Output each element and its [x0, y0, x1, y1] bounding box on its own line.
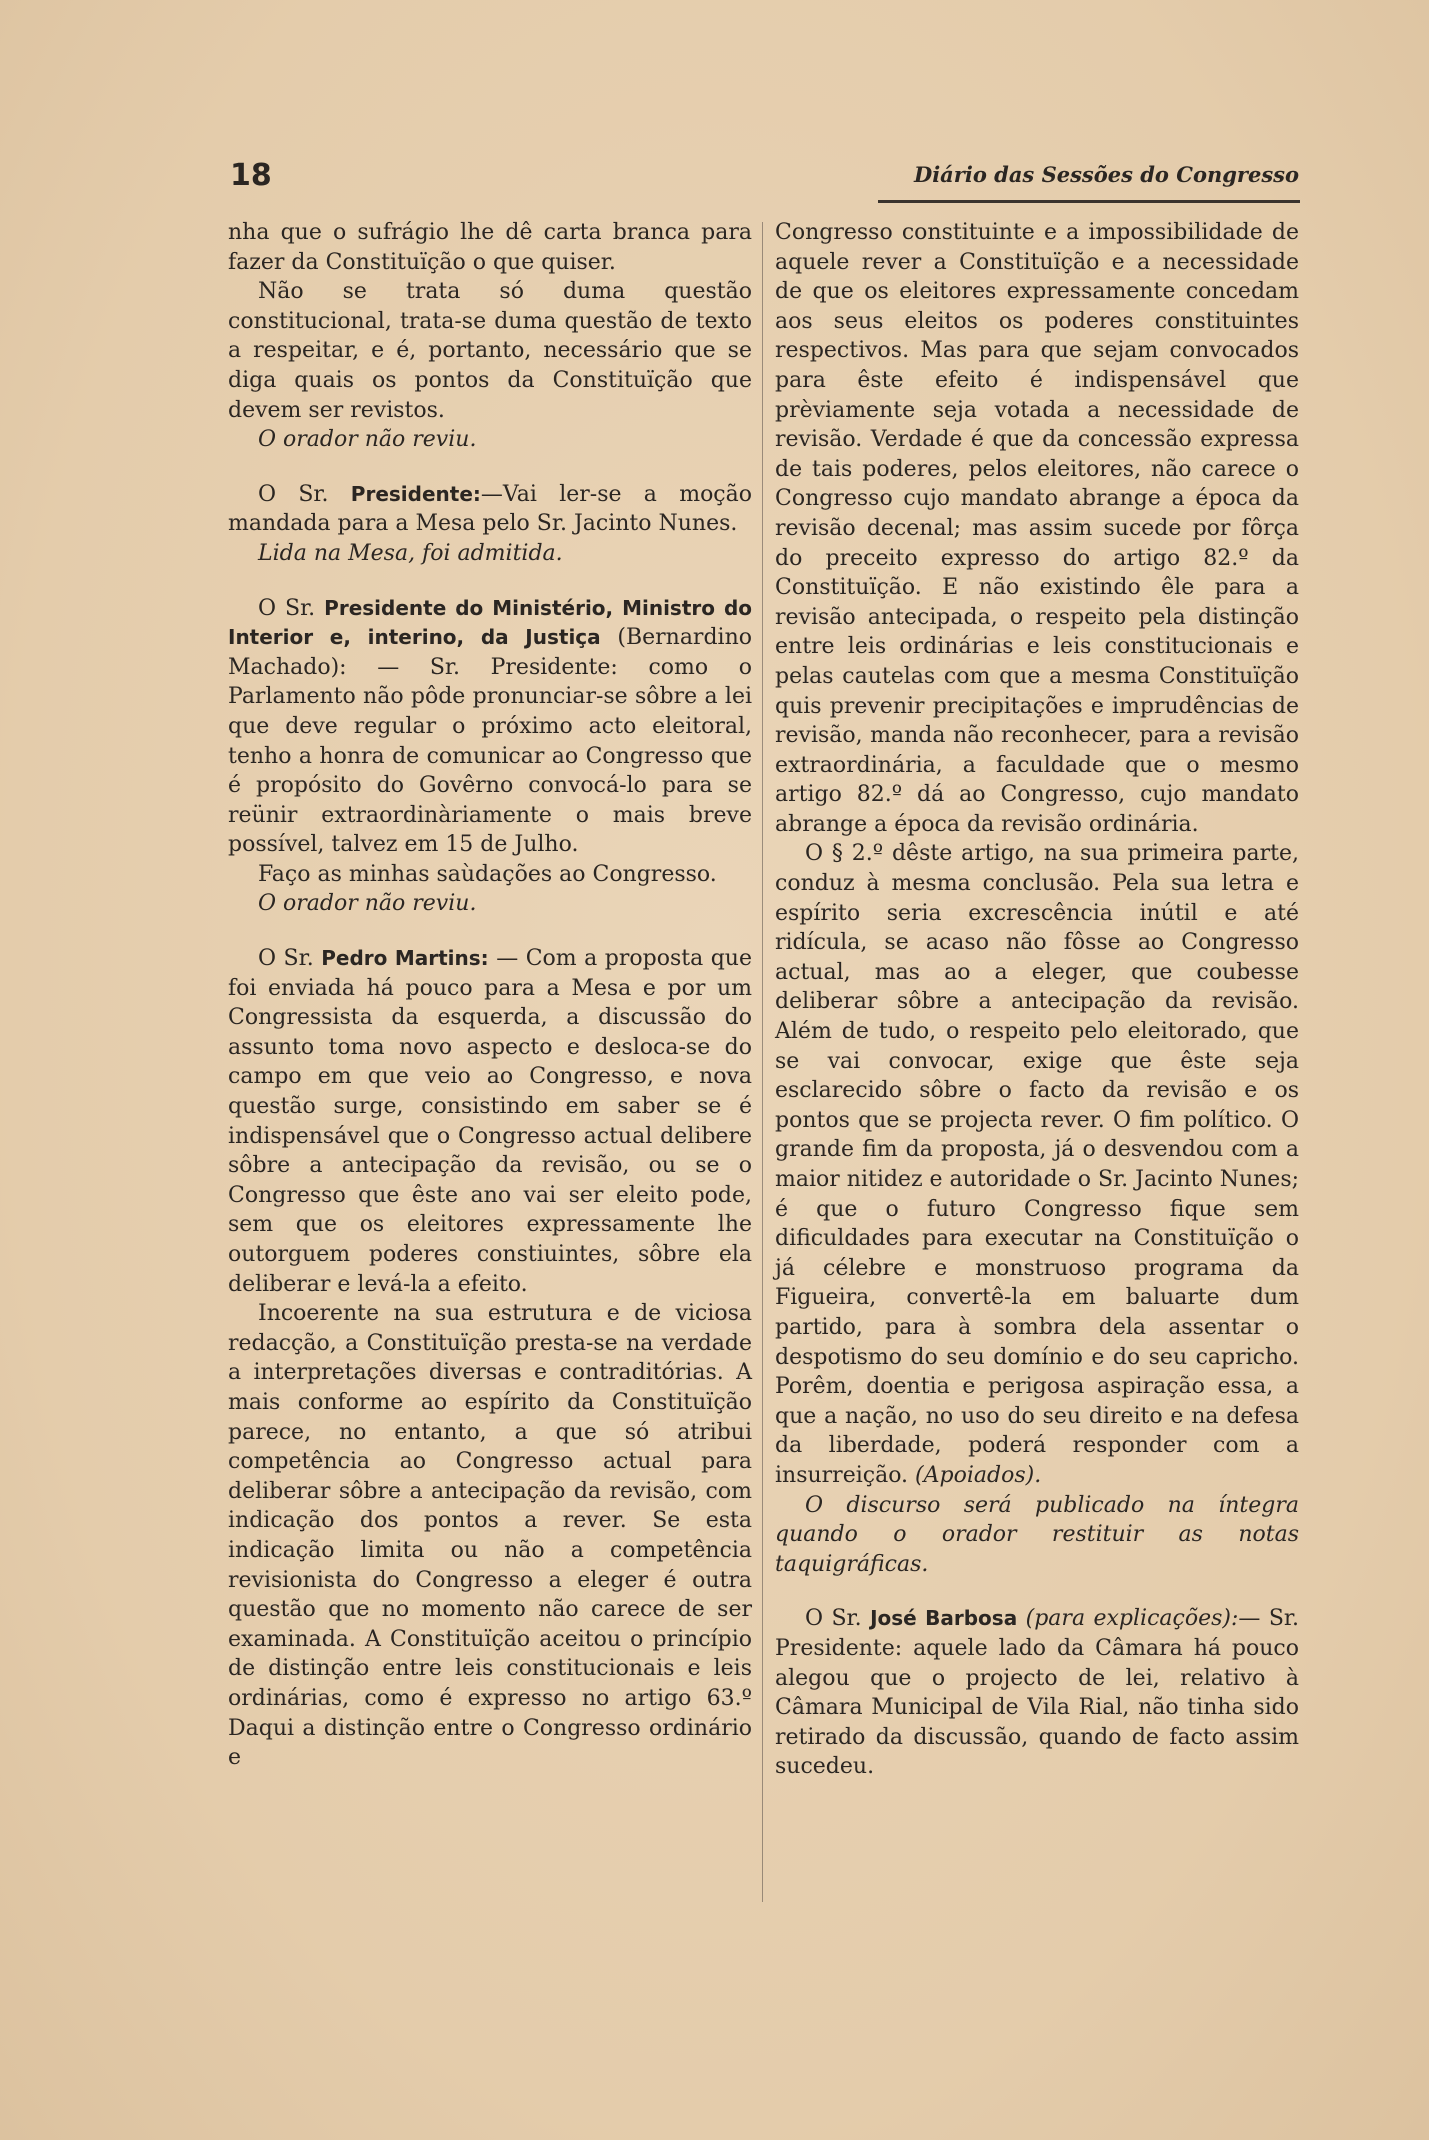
speech-text: — Com a proposta que foi enviada há pouco para a Mesa e por um Congressista da esquerda, a discussão do assunto toma novo aspecto e desloca-se do campo em que veio ao Congresso, e nova questão surge, consistindo em saber se é indispensável que o Congresso actual delibere sôbre a antecipação da revisão, ou se o Congresso que êste ano vai ser eleito pode, sem que os eleitores expressamente lhe outorguem poderes constiuintes, sôbre ela deliberar e levá-la a efeito. — [228, 946, 752, 1297]
speech-text: — Sr. Presidente: aquele lado da Câmara há pouco alegou que o projecto de lei, relativo à Câmara Municipal de Vila Rial, não tinha sido retirado da discussão, quando de facto assim sucedeu. — [775, 1606, 1299, 1780]
right-column — [775, 218, 1299, 1782]
editorial-note: O orador não reviu. — [258, 427, 477, 453]
speech-text: —Vai ler-se a moção mandada para a Mesa pelo Sr. Jacinto Nunes. — [228, 481, 752, 537]
speech-paragraph — [228, 594, 752, 860]
speaker-qualifier: (para explicações): — [1025, 1606, 1239, 1632]
speech-prefix: O Sr. — [258, 946, 314, 972]
speaker-name: José Barbosa — [870, 1606, 1018, 1631]
running-head: Diário das Sessões do Congresso — [913, 162, 1299, 187]
speech-text: (Bernardino Machado): — Sr. Presidente: como o Parlamento não pôde pronunciar-se sôbre a lei que deve regular o próximo acto eleitoral, tenho a honra de comunicar ao Congresso que é propósito do Govêrno convocá-lo para se reünir extraordinàriamente o mais breve possível, talvez em 15 de Julho. — [228, 625, 752, 858]
speech-paragraph — [228, 480, 752, 539]
paragraph: Faço as minhas saùdações ao Congresso. — [258, 861, 717, 887]
editorial-note: O discurso será publicado na íntegra quando o orador restituir as notas taquigráficas. — [775, 1492, 1299, 1577]
speech-paragraph — [228, 944, 752, 1299]
paragraph: Congresso constituinte e a impossibilidade de aquele rever a Constituïção e a necessidade de que os eleitores expressamente concedam aos seus eleitos os poderes constituintes respectivos. Mas para que sejam convocados para êste efeito é indispensável que prèviamente seja votada a necessidade de revisão. Verdade é que da concessão expressa de tais poderes, pelos eleitores, não carece o Congresso cujo mandato abrange a época da revisão decenal; mas assim sucede por fôrça do preceito expresso do artigo 82.º da Constituïção. E não existindo êle para a revisão antecipada, o respeito pela distinção entre leis ordinárias e leis constitucionais e pelas cautelas com que a mesma Constituïção quis prevenir precipitações e imprudências de revisão, manda não reconhecer, para a revisão extraordinária, a faculdade que o mesmo artigo 82.º dá ao Congresso, cujo mandato abrange a época da revisão ordinária. — [775, 220, 1299, 837]
speaker-name: Presidente: — [350, 481, 481, 506]
applause-note: (Apoiados). — [915, 1462, 1042, 1488]
paragraph: Incoerente na sua estrutura e de viciosa redacção, a Constituïção presta-se na verdade a interpretações diversas e contraditórias. A mais conforme ao espírito da Constituïção parece, no entanto, a que só atribui competência ao Congresso actual para deliberar sôbre a antecipação da revisão, com indicação dos pontos a rever. Se esta indicação limita ou não a competência revisionista do Congresso a eleger é outra questão que no momento não carece de ser examinada. A Constituïção aceitou o princípio de distinção entre leis constitucionais e leis ordinárias, como é expresso no artigo 63.º Daqui a distinção entre o Congresso ordinário e — [228, 1301, 752, 1771]
speaker-name: Pedro Martins: — [321, 946, 489, 971]
editorial-note: Lida na Mesa, foi admitida. — [258, 540, 563, 566]
speech-prefix: O Sr. — [258, 481, 329, 507]
paragraph: Não se trata só duma questão constitucional, trata-se duma questão de texto a respeitar, e é, portanto, necessário que se diga quais os pontos da Constituïção que devem ser revistos. — [228, 279, 752, 423]
header-rule — [878, 200, 1300, 203]
left-column — [228, 218, 752, 1773]
paragraph — [775, 839, 1299, 1490]
column-divider — [762, 222, 763, 1902]
page-number: 18 — [230, 158, 272, 193]
paragraph-text: O § 2.º dêste artigo, na sua primeira parte, conduz à mesma conclusão. Pela sua letra e espírito seria excrescência inútil e até ridícula, se acaso não fôsse ao Congresso actual, mas ao a eleger, que coubesse deliberar sôbre a antecipação da revisão. Além de tudo, o respeito pelo eleitorado, que se vai convocar, exige que êste seja esclarecido sôbre o facto da revisão e os pontos que se projecta rever. O fim político. O grande fim da proposta, já o desvendou com a maior nitidez e autoridade o Sr. Jacinto Nunes; é que o futuro Congresso fique sem dificuldades para executar na Constituïção o já célebre e monstruoso programa da Figueira, convertê-la em baluarte dum partido, para à sombra dela assentar o despotismo do seu domínio e do seu capricho. Porêm, doentia e perigosa aspiração essa, a que a nação, no uso do seu direito e na defesa da liberdade, poderá responder com a insurreição. — [775, 841, 1300, 1488]
speaker-name: Presidente do Ministério, Ministro do Interior e, interino, da Justiça — [228, 595, 753, 650]
speech-paragraph — [775, 1604, 1299, 1782]
speech-prefix: O Sr. — [805, 1606, 862, 1632]
paragraph: nha que o sufrágio lhe dê carta branca para fazer da Constituïção o que quiser. — [228, 220, 752, 275]
editorial-note: O orador não reviu. — [258, 891, 477, 917]
speech-prefix: O Sr. — [258, 595, 316, 621]
